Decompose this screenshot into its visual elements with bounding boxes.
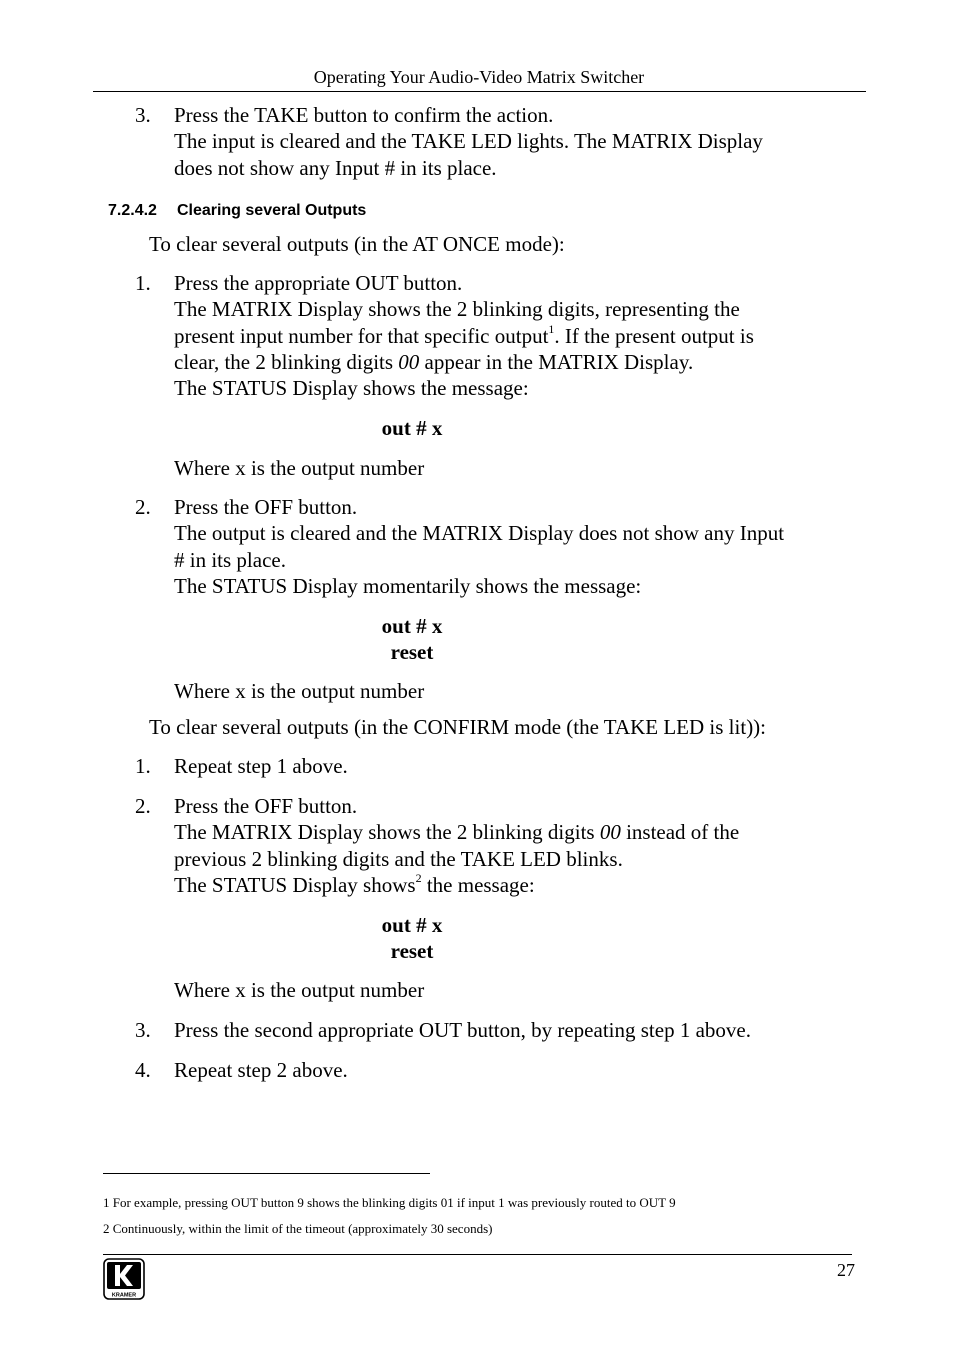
confirm-step3: Press the second appropriate OUT button, by repeating step 1 above. — [174, 1018, 751, 1042]
text-span: clear, the 2 blinking digits — [174, 349, 399, 374]
text-line: Press the TAKE button to confirm the action. — [174, 103, 554, 127]
status-message — [300, 912, 524, 965]
text-span: appear in the MATRIX Display. — [419, 349, 694, 374]
text-line: Press the OFF button. — [174, 495, 358, 519]
kramer-logo-icon — [103, 1258, 145, 1300]
message-line: out # x — [381, 614, 443, 638]
at-once-step2 — [174, 494, 784, 599]
header-rule — [93, 91, 866, 92]
text-line — [174, 819, 739, 845]
text-line — [174, 323, 754, 349]
text-line: # in its place. — [174, 547, 286, 572]
text-line: The input is cleared and the TAKE LED lights. The MATRIX Display — [174, 129, 763, 154]
italic-digits: 00 — [398, 349, 420, 374]
step-number: 2. — [135, 794, 151, 818]
confirm-step4: Repeat step 2 above. — [174, 1058, 348, 1082]
footnote-1: 1 For example, pressing OUT button 9 shows the blinking digits 01 if input 1 was previously routed to OUT 9 — [103, 1195, 676, 1210]
step-number: 3. — [135, 103, 151, 127]
where-note: Where x is the output number — [174, 456, 425, 480]
logo-text: KRAMER — [111, 1292, 137, 1299]
kramer-logo — [103, 1258, 145, 1300]
section-title: Clearing several Outputs — [176, 202, 367, 219]
text-line: The STATUS Display shows the message: — [174, 376, 529, 401]
footnote-rule — [103, 1173, 430, 1174]
at-once-intro: To clear several outputs (in the AT ONCE mode): — [149, 232, 565, 256]
text-line: Press the appropriate OUT button. — [174, 271, 463, 295]
page-number: 27 — [837, 1260, 855, 1280]
text-line: Press the OFF button. — [174, 794, 358, 818]
text-line: The STATUS Display momentarily shows the message: — [174, 573, 642, 598]
prev-step-text — [174, 102, 763, 181]
status-message — [300, 613, 524, 666]
italic-digits: 00 — [599, 820, 621, 845]
text-span: present input number for that specific output — [174, 323, 549, 348]
text-span: The MATRIX Display shows the 2 blinking digits — [174, 820, 600, 845]
section-heading — [108, 201, 366, 221]
status-message: out # x — [381, 416, 443, 440]
text-line: The MATRIX Display shows the 2 blinking digits, representing the — [174, 297, 740, 322]
message-line: out # x — [381, 913, 443, 937]
step-number: 1. — [135, 754, 151, 778]
text-span: The STATUS Display shows — [174, 872, 416, 897]
at-once-step1 — [174, 270, 754, 401]
text-line: does not show any Input # in its place. — [174, 155, 497, 180]
step-number: 1. — [135, 271, 151, 295]
step-number: 2. — [135, 495, 151, 519]
text-line — [174, 349, 754, 375]
step-number: 4. — [135, 1058, 151, 1082]
text-span: . If the present output is — [554, 323, 754, 348]
text-span: instead of the — [620, 820, 740, 845]
footnote-2: 2 Continuously, within the limit of the timeout (approximately 30 seconds) — [103, 1221, 493, 1236]
where-note: Where x is the output number — [174, 679, 425, 703]
where-note: Where x is the output number — [174, 978, 425, 1002]
text-span: the message: — [421, 872, 535, 897]
message-line: reset — [390, 640, 434, 665]
footer-rule — [103, 1254, 852, 1255]
section-number: 7.2.4.2 — [108, 202, 157, 219]
page-header-title: Operating Your Audio-Video Matrix Switcher — [313, 67, 645, 87]
confirm-step2 — [174, 793, 739, 898]
text-line: The output is cleared and the MATRIX Display does not show any Input — [174, 521, 785, 546]
confirm-step1: Repeat step 1 above. — [174, 754, 348, 778]
step-number: 3. — [135, 1018, 151, 1042]
footnote-ref-1: 1 — [548, 321, 555, 336]
text-line: previous 2 blinking digits and the TAKE LED blinks. — [174, 846, 623, 871]
footnote-ref-2: 2 — [415, 870, 422, 885]
text-line — [174, 872, 739, 898]
confirm-intro: To clear several outputs (in the CONFIRM mode (the TAKE LED is lit)): — [149, 715, 767, 739]
message-line: reset — [390, 939, 434, 964]
